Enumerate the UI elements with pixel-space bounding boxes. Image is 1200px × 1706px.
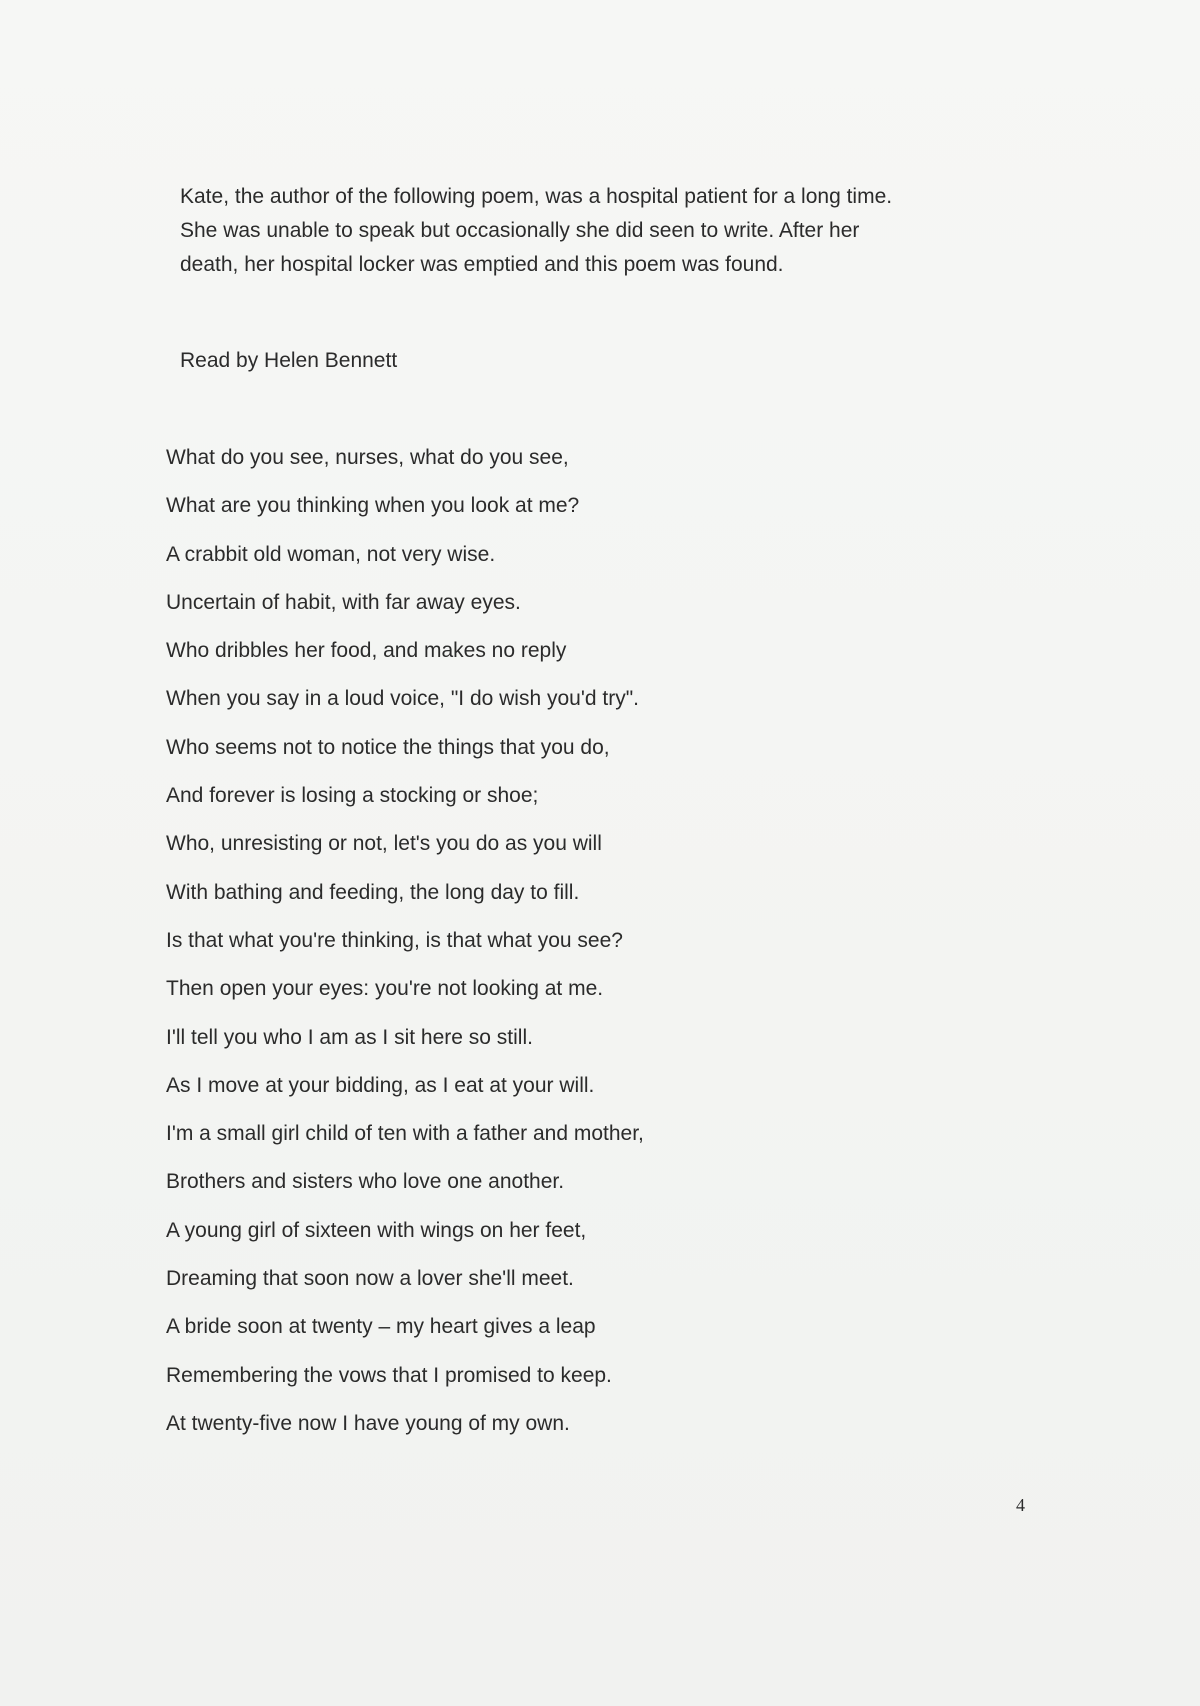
intro-line: Kate, the author of the following poem, was a hospital patient for a long time. [180, 185, 893, 208]
poem-line: I'll tell you who I am as I sit here so still. [166, 1025, 533, 1049]
poem-line: A young girl of sixteen with wings on her feet, [166, 1218, 587, 1242]
intro-paragraph [180, 180, 1060, 282]
poem-line: Brothers and sisters who love one another. [166, 1170, 565, 1194]
poem-line: Dreaming that soon now a lover she'll meet. [166, 1267, 574, 1291]
poem-line: A crabbit old woman, not very wise. [166, 542, 496, 566]
poem-line: When you say in a loud voice, "I do wish you'd try". [166, 687, 639, 711]
poem-line: Uncertain of habit, with far away eyes. [166, 590, 521, 614]
poem-line: And forever is losing a stocking or shoe; [166, 784, 539, 808]
poem-line: Is that what you're thinking, is that what you see? [166, 928, 623, 952]
intro-line: death, her hospital locker was emptied and this poem was found. [180, 253, 784, 276]
poem-line: Who, unresisting or not, let's you do as you will [166, 832, 602, 856]
page-number: 4 [1016, 1495, 1025, 1515]
poem-line: What do you see, nurses, what do you see, [166, 446, 569, 469]
intro-line: She was unable to speak but occasionally she did seen to write. After her [180, 219, 860, 242]
poem-line: What are you thinking when you look at me? [166, 494, 580, 518]
poem-line: A bride soon at twenty – my heart gives a leap [166, 1315, 596, 1339]
poem-line: As I move at your bidding, as I eat at your will. [166, 1073, 595, 1097]
poem-line: Then open your eyes: you're not looking at me. [166, 977, 604, 1001]
poem-line: Who seems not to notice the things that you do, [166, 735, 610, 759]
poem-line: At twenty-five now I have young of my own. [166, 1411, 570, 1435]
poem-line: Remembering the vows that I promised to keep. [166, 1363, 612, 1387]
reader-credit: Read by Helen Bennett [180, 349, 398, 372]
poem-line: I'm a small girl child of ten with a father and mother, [166, 1122, 644, 1146]
poem [166, 441, 644, 1455]
poem-line: With bathing and feeding, the long day to fill. [166, 880, 580, 904]
poem-line: Who dribbles her food, and makes no reply [166, 639, 567, 663]
